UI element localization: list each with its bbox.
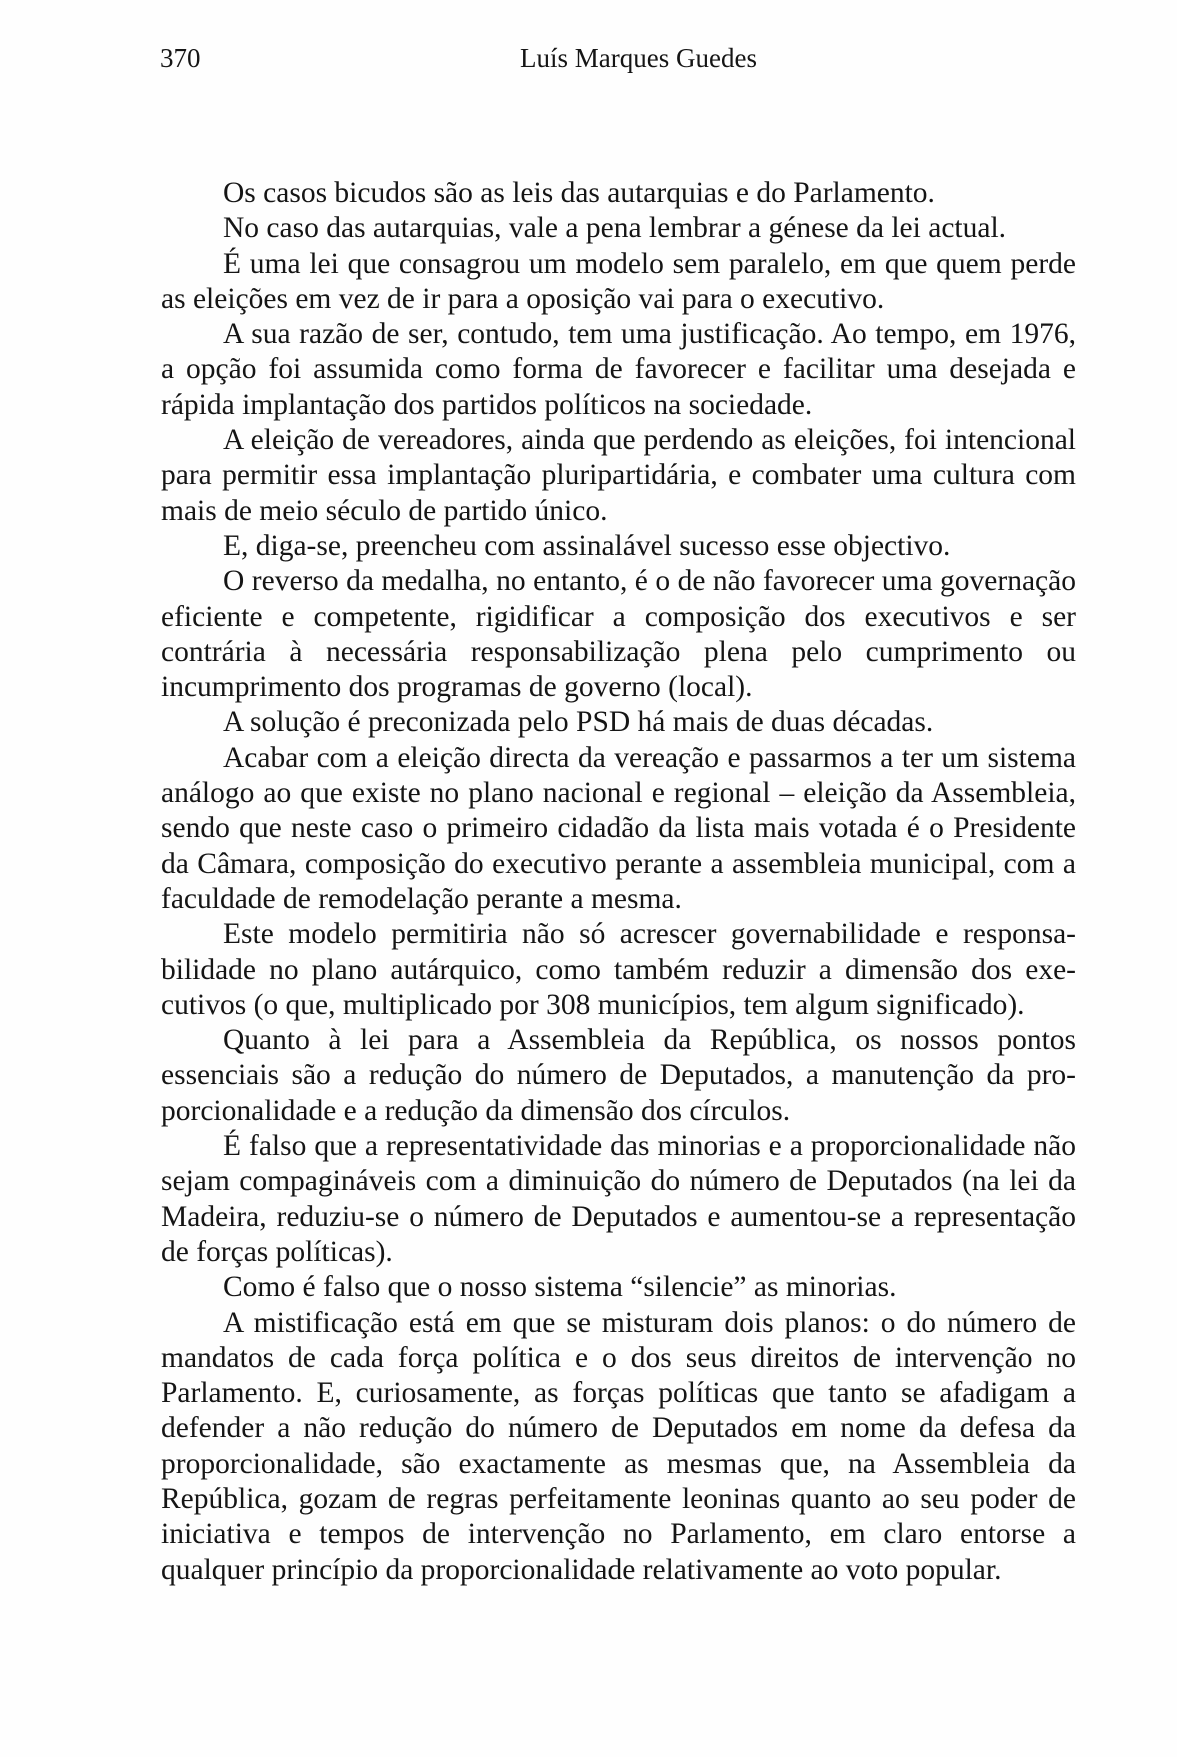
paragraph: Os casos bicudos são as leis das autarquias e do Parlamento.: [223, 177, 935, 209]
body-text: [161, 176, 1076, 1588]
paragraph: Este modelo permitiria não só acrescer governabilidade e responsabilidade no plano autárquico, como também reduzir a dimensão dos executivos (o que, multiplicado por 308 municípios, tem algum significado).: [161, 918, 1076, 1021]
paragraph: E, diga-se, preencheu com assinalável sucesso esse objectivo.: [223, 529, 951, 562]
paragraph: Quanto à lei para a Assembleia da República, os nossos pontos essenciais são a redução do número de Deputados, a manutenção da proporcionalidade e a redução da dimensão dos círculos.: [161, 1024, 1076, 1127]
paragraph: Acabar com a eleição directa da vereação e passarmos a ter um sistema análogo ao que existe no plano nacional e regional – eleição da Assembleia, sendo que neste caso o primeiro cidadão da lista mais votada é o Presidente da Câmara, composição do executivo perante a assembleia municipal, com a faculdade de remodelação perante a mesma.: [161, 741, 1076, 915]
running-head: [160, 40, 1077, 76]
paragraph: É uma lei que consagrou um modelo sem paralelo, em que quem perde as eleições em vez de ir para a oposição vai para o executivo.: [161, 247, 1076, 315]
paragraph: No caso das autarquias, vale a pena lembrar a génese da lei actual.: [223, 212, 1007, 245]
paragraph: É falso que a representatividade das minorias e a proporcionalidade não sejam compagináveis com a diminuição do número de Deputados (na lei da Madeira, reduziu-se o número de Deputados e aumentou-se a representação de forças políticas).: [161, 1130, 1076, 1268]
paragraph: O reverso da medalha, no entanto, é o de não favorecer uma governação eficiente e competente, rigidificar a composição dos executivos e ser contrária à necessária responsabilização plena pelo cumprimento ou incumprimento dos programas de governo (local).: [161, 565, 1076, 704]
paragraph: Como é falso que o nosso sistema “silencie” as minorias.: [223, 1271, 897, 1304]
running-title: Luís Marques Guedes: [520, 43, 757, 73]
paragraph: A solução é preconizada pelo PSD há mais de duas décadas.: [223, 706, 934, 739]
paragraph: A eleição de vereadores, ainda que perdendo as eleições, foi intencional para permitir essa implantação pluripartidária, e combater uma cultura com mais de meio século de partido único.: [161, 424, 1076, 527]
paragraph: A sua razão de ser, contudo, tem uma justificação. Ao tempo, em 1976, a opção foi assumida como forma de favorecer e facilitar uma desejada e rápida implantação dos partidos políticos na sociedade.: [161, 318, 1076, 421]
paragraph: A mistificação está em que se misturam dois planos: o do número de mandatos de cada força política e o dos seus direitos de intervenção no Parlamento. E, curiosamente, as forças políticas que tanto se afadigam a defender a não redução do número de Deputados em nome da defesa da proporcionalidade, são exactamente as mesmas que, na Assembleia da República, gozam de regras perfeitamente leoninas quanto ao seu poder de iniciativa e tempos de intervenção no Parlamento, em claro entorse a qualquer princípio da proporcionalidade relativamente ao voto popular.: [161, 1306, 1076, 1586]
page-number: 370: [160, 43, 201, 73]
